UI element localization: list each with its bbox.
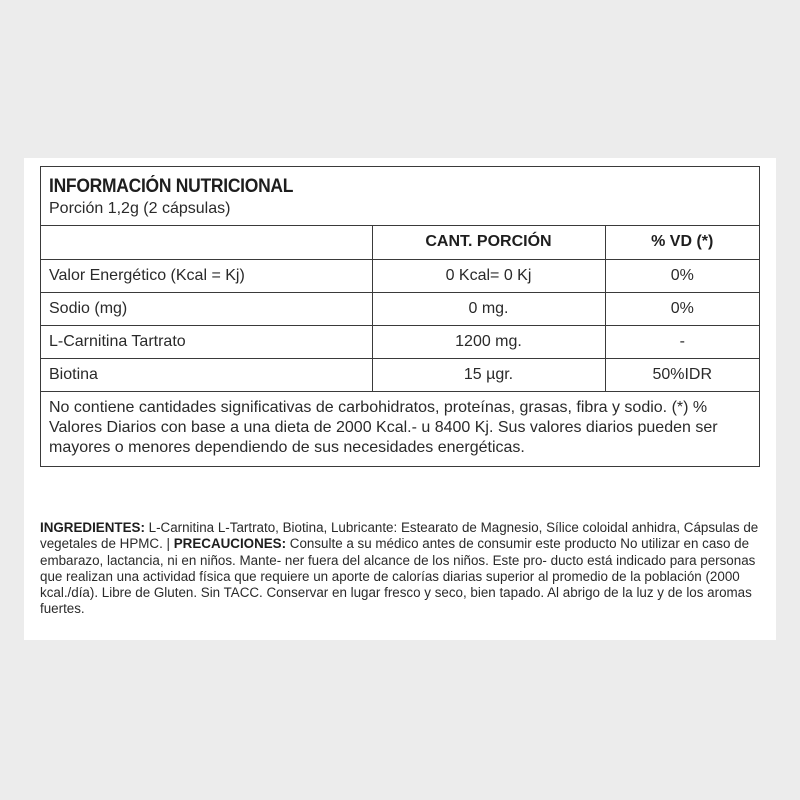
nutrient-name: Sodio (mg) [41, 292, 372, 325]
nutrition-footnote: No contiene cantidades significativas de carbohidratos, proteínas, grasas, fibra y sodio. (*) % Valores Diarios con base a una dieta de 2000 Kcal.- u 8400 Kj. Sus valores diarios pueden ser mayores o menores dependiendo de sus necesidades energéticas. [49, 398, 718, 456]
nutrient-name: Biotina [41, 358, 372, 391]
column-header-nutrient [41, 226, 372, 259]
table-row [41, 259, 759, 292]
nutrition-table [41, 226, 759, 392]
table-row [41, 292, 759, 325]
nutrient-amount: 1200 mg. [372, 325, 605, 358]
column-header-amount: CANT. PORCIÓN [372, 226, 605, 259]
nutrient-amount: 15 µgr. [372, 358, 605, 391]
nutrient-name: Valor Energético (Kcal = Kj) [41, 259, 372, 292]
table-row [41, 325, 759, 358]
precautions-text: Consulte a su médico antes de consumir este producto No utilizar en caso de embarazo, lactancia, ni en niños. Mante- ner fuera del alcance de los niños. Este pro- ducto está indicado para personas que realizan una actividad física que requiere un aporte de calorías diarias superior al promedio de la población (2000 kcal./día). Libre de Gluten. Sin TACC. Conservar en lugar fresco y seco, bien tapado. Al abrigo de la luz y de los aromas fuertes. [40, 536, 756, 617]
column-header-daily-value: % VD (*) [605, 226, 759, 259]
ingredients-text: L-Carnitina L-Tartrato, Biotina, Lubricante: Estearato de Magnesio, Sílice coloidal anhidra, Cápsulas de vegetales de HPMC. | [40, 520, 759, 552]
nutrient-amount: 0 mg. [372, 292, 605, 325]
ingredients-label: INGREDIENTES: [40, 520, 145, 535]
table-row [41, 358, 759, 391]
nutrient-daily-value: - [605, 325, 759, 358]
ingredients-paragraph [40, 520, 765, 618]
nutrient-name: L-Carnitina Tartrato [41, 325, 372, 358]
nutrition-header [41, 167, 759, 226]
nutrient-amount: 0 Kcal= 0 Kj [372, 259, 605, 292]
nutrient-daily-value: 0% [605, 292, 759, 325]
portion-size: Porción 1,2g (2 cápsulas) [49, 200, 231, 217]
precautions-label: PRECAUCIONES: [173, 536, 287, 552]
nutrition-title: INFORMACIÓN NUTRICIONAL [49, 176, 294, 197]
nutrient-daily-value: 50%IDR [605, 358, 759, 391]
nutrient-daily-value: 0% [605, 259, 759, 292]
nutrition-facts-panel [40, 166, 760, 467]
table-header-row [41, 226, 759, 259]
